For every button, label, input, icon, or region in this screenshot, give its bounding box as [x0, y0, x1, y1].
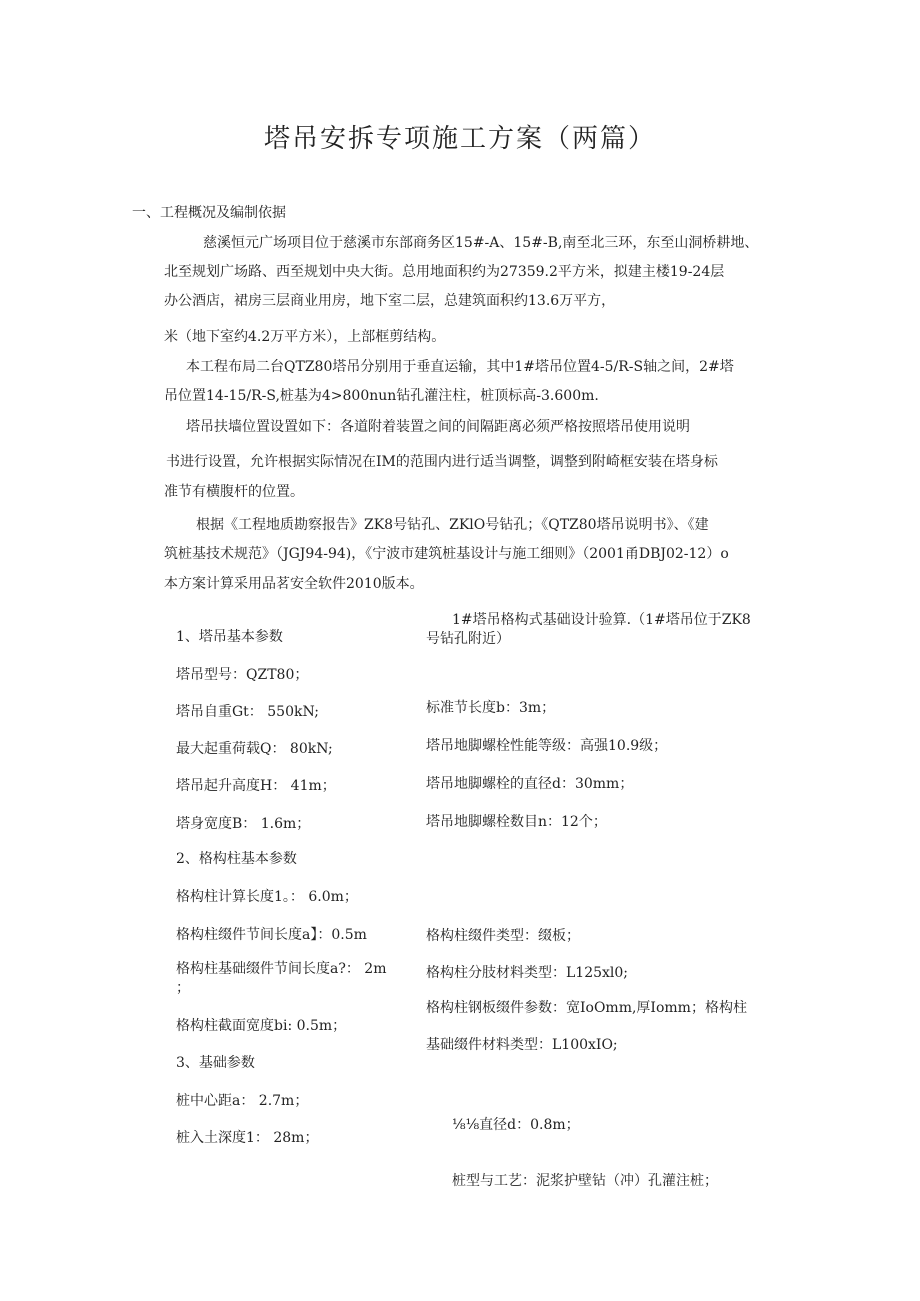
- param-item: 塔吊地脚螺栓数目n：12个；: [426, 814, 607, 830]
- param-item: 塔身宽度B： 1.6m；: [176, 816, 311, 832]
- layout-line: 本工程布局二台QTZ80塔吊分别用于垂直运输，其中1#塔吊位置4-5/R-S轴之间，2#塔: [186, 359, 734, 375]
- section-heading: 一、工程概况及编制依据: [132, 205, 286, 221]
- param-item: 塔吊地脚螺栓性能等级：高强10.9级；: [426, 738, 668, 754]
- intro-line: 慈溪恒元广场项目位于慈溪市东部商务区15#-A、15#-B,南至北三环，东至山洞桥耕地、: [203, 235, 759, 251]
- subheading-1: 1、塔吊基本参数: [176, 629, 283, 645]
- param-item: 格构柱基础缀件节间长度a?： 2m: [176, 961, 387, 977]
- param-item: 格构柱计算长度1。： 6.0m；: [176, 889, 358, 905]
- param-item: ⅛⅛直径d：0.8m；: [452, 1117, 580, 1133]
- param-item: ；: [176, 980, 190, 996]
- right-heading: 1#塔吊格构式基础设计验算.（1#塔吊位于ZK8: [452, 612, 751, 628]
- param-item: 最大起重荷载Q： 80kN;: [176, 741, 333, 757]
- intro-line: 米（地下室约4.2万平方米），上部框剪结构。: [164, 329, 446, 345]
- param-item: 塔吊起升高度H： 41m；: [176, 778, 336, 794]
- right-heading: 号钻孔附近）: [426, 631, 510, 647]
- basis-line: 本方案计算采用品茗安全软件2010版本。: [164, 576, 424, 592]
- subheading-2: 2、格构柱基本参数: [176, 851, 297, 867]
- basis-line: 根据《工程地质勘察报告》ZK8号钻孔、ZKlO号钻孔；《QTZ80塔吊说明书》、《建: [196, 517, 709, 533]
- layout-line: 吊位置14-15/R-S,桩基为4>800nun钻孔灌注柱，桩顶标高-3.600m.: [164, 388, 599, 404]
- page-title: 塔吊安拆专项施工方案（两篇）: [263, 124, 656, 154]
- param-item: 格构柱缀件节间长度a】：0.5m: [176, 927, 367, 943]
- wall-line: 准节有横腹杆的位置。: [164, 484, 304, 500]
- intro-line: 办公酒店，裙房三层商业用房，地下室二层，总建筑面积约13.6万平方，: [164, 293, 616, 309]
- wall-line: 塔吊扶墙位置设置如下：各道附着装置之间的间隔距离必须严格按照塔吊使用说明: [186, 419, 690, 435]
- param-item: 塔吊型号：QZT80；: [176, 667, 309, 683]
- param-item: 桩入土深度1： 28m；: [176, 1130, 319, 1146]
- subheading-3: 3、基础参数: [176, 1055, 255, 1071]
- param-item: 桩中心距a： 2.7m；: [176, 1093, 309, 1109]
- param-item: 格构柱截面宽度bi: 0.5m；: [176, 1018, 347, 1034]
- basis-line: 筑桩基技术规范》（JGJ94-94)，《宁波市建筑桩基设计与施工细则》（2001甬DBJ02-12）o: [164, 546, 729, 562]
- param-item: 格构柱钢板缀件参数：宽IoOmm,厚Iomm；格构柱: [426, 1000, 747, 1016]
- param-item: 基础缀件材料类型：L100xIO;: [426, 1037, 618, 1053]
- param-item: 塔吊自重Gt： 550kN;: [176, 704, 319, 720]
- param-item: 塔吊地脚螺栓的直径d：30mm；: [426, 776, 634, 792]
- param-item: 格构柱分肢材料类型：L125xl0;: [426, 965, 629, 981]
- wall-line: 书进行设置，允许根据实际情况在IM的范围内进行适当调整，调整到附崎框安装在塔身标: [166, 454, 718, 470]
- param-item: 格构柱缀件类型：缀板；: [426, 928, 580, 944]
- intro-line: 北至规划广场路、西至规划中央大街。总用地面积约为27359.2平方米，拟建主楼19-24层: [164, 264, 725, 280]
- param-item: 标准节长度b：3m；: [426, 700, 556, 716]
- param-item: 桩型与工艺：泥浆护壁钻（冲）孔灌注桩；: [452, 1173, 718, 1189]
